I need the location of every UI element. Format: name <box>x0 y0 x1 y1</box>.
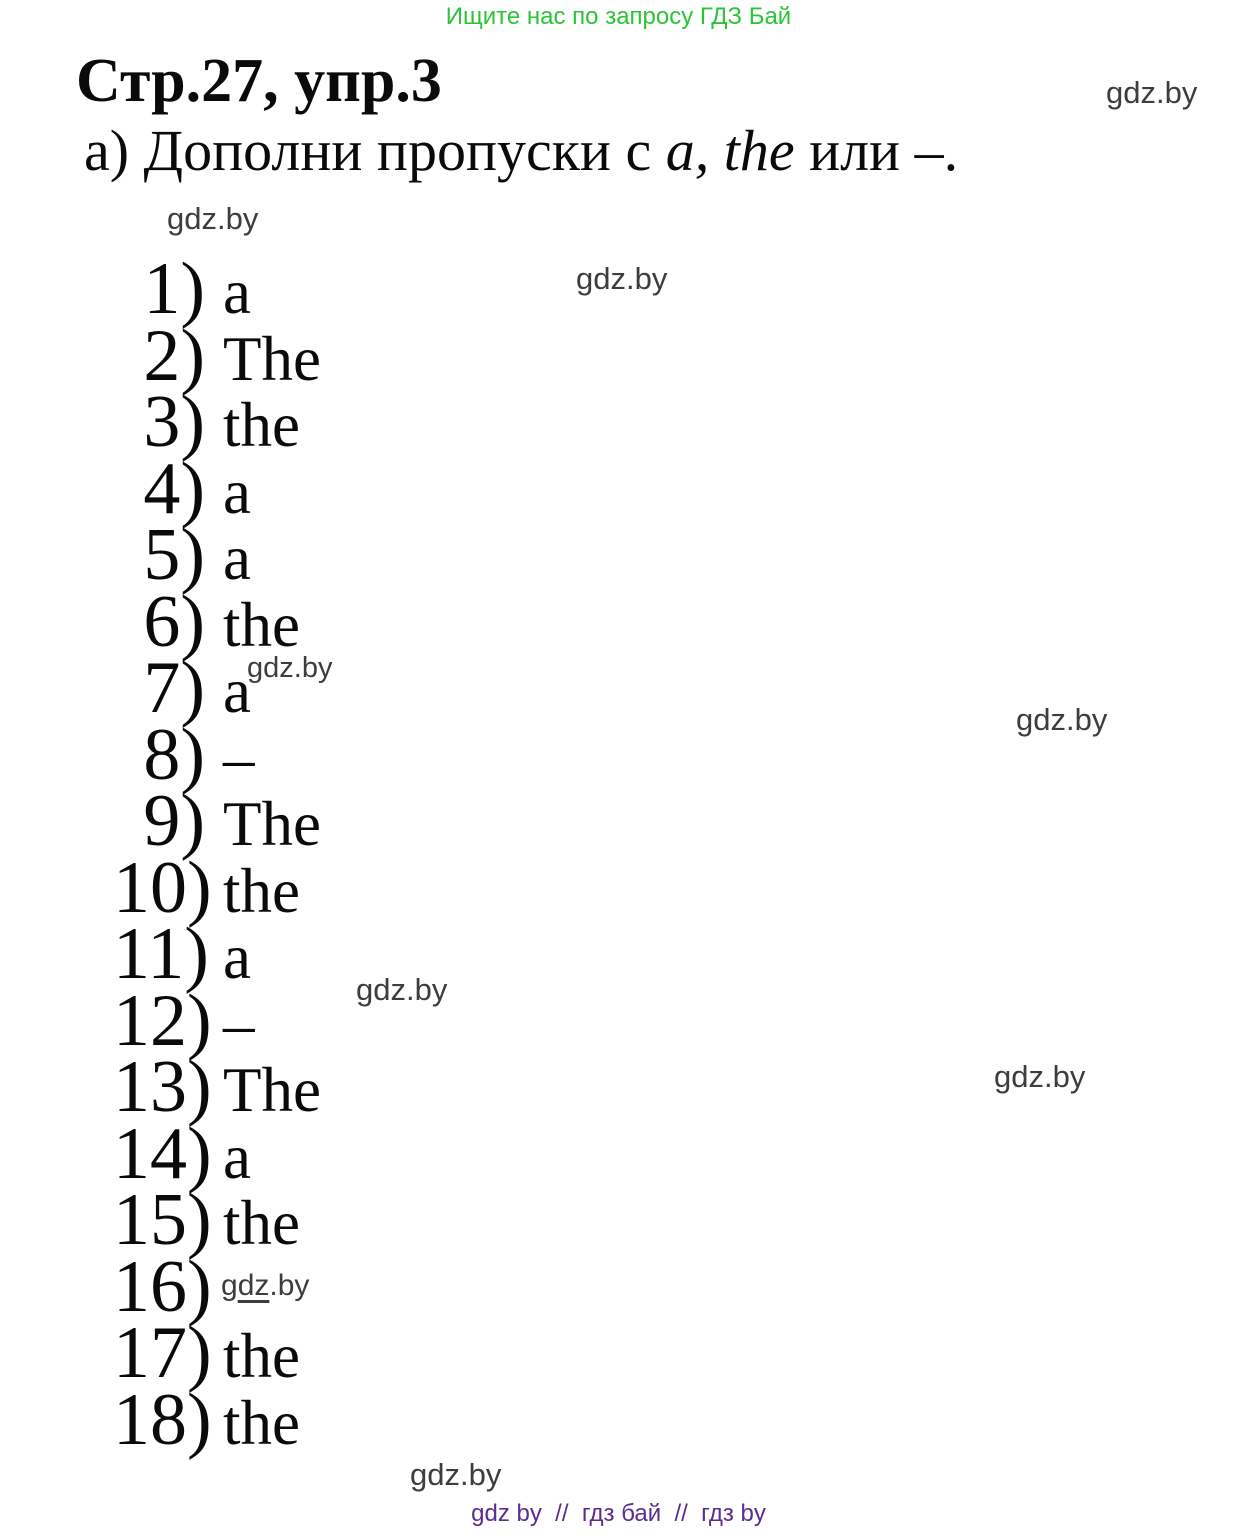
list-item <box>113 713 321 796</box>
item-number: 2) <box>143 314 205 397</box>
list-item <box>113 913 321 995</box>
watermark-gdzby-right-of-item-1: gdz.by <box>576 261 668 296</box>
item-answer: a <box>223 656 251 726</box>
list-item <box>113 647 321 729</box>
answer-list <box>113 248 321 1461</box>
list-item <box>113 580 321 663</box>
list-item <box>113 1245 321 1328</box>
item-number: 14) <box>113 1112 212 1195</box>
list-item <box>113 314 321 397</box>
item-answer: a <box>223 456 251 527</box>
promo-banner-text: Ищите нас по запросу ГДЗ Бай <box>445 3 792 30</box>
list-item <box>113 780 321 862</box>
item-answer: a <box>223 922 251 992</box>
item-number: 18) <box>113 1378 212 1461</box>
item-number: 15) <box>113 1179 212 1261</box>
list-item <box>113 1046 321 1128</box>
watermark-gdzby-superscript-item-7: gdz.by <box>247 652 333 684</box>
item-answer: The <box>223 1055 321 1125</box>
item-number: 12) <box>113 979 212 1062</box>
instruction-prefix: а) Дополни пропуски с <box>84 118 666 183</box>
list-item <box>113 514 321 596</box>
item-number: 9) <box>143 780 205 862</box>
list-item <box>113 381 321 463</box>
instruction-suffix: или –. <box>794 118 959 183</box>
item-number: 8) <box>143 713 205 796</box>
item-answer: the <box>223 589 300 660</box>
watermark-gdzby-right-mid-1: gdz.by <box>1016 702 1108 737</box>
item-number: 3) <box>143 381 205 463</box>
item-number: 10) <box>113 846 212 929</box>
item-answer: the <box>223 1188 300 1258</box>
watermark-gdzby-inline-item-16 <box>221 1268 310 1302</box>
item-number: 7) <box>143 647 205 729</box>
item-answer: – <box>223 722 255 793</box>
list-item <box>113 1378 321 1461</box>
page-title: Стр.27, упр.3 <box>76 47 442 115</box>
item-answer: a <box>223 257 251 327</box>
item-number: 5) <box>143 514 205 596</box>
item-answer: The <box>223 789 321 859</box>
item-number: 16) <box>113 1245 212 1328</box>
list-item <box>113 1179 321 1261</box>
list-item <box>113 1112 321 1195</box>
item-answer: the <box>223 855 300 926</box>
wm-part-pre: g <box>221 1268 238 1302</box>
item-answer: The <box>223 323 321 394</box>
item-answer: the <box>223 1387 300 1458</box>
item-answer: – <box>223 988 255 1059</box>
watermark-gdzby-right-mid-2: gdz.by <box>994 1059 1086 1094</box>
item-number: 11) <box>113 913 209 995</box>
item-answer: the <box>223 390 300 460</box>
item-number: 17) <box>113 1312 212 1394</box>
wm-part-post: .by <box>269 1268 310 1302</box>
watermark-gdzby-mid-item-12: gdz.by <box>356 972 448 1007</box>
list-item <box>113 846 321 929</box>
item-answer: a <box>223 1121 251 1192</box>
watermark-gdzby-top-right: gdz.by <box>1106 75 1198 110</box>
item-answer: a <box>223 523 251 593</box>
list-item <box>113 447 321 530</box>
watermark-gdzby-below-instruction: gdz.by <box>167 201 259 236</box>
item-answer: the <box>223 1321 300 1391</box>
item-number: 13) <box>113 1046 212 1128</box>
watermark-gdzby-bottom-center: gdz.by <box>410 1457 502 1492</box>
instruction-italic-articles: a, the <box>665 118 795 183</box>
wm-part-underlined-dash-answer: dz <box>237 1268 270 1302</box>
list-item <box>113 1312 321 1394</box>
item-number: 6) <box>143 580 205 663</box>
list-item <box>113 979 321 1062</box>
item-number: 4) <box>143 447 205 530</box>
footer-links: gdz by // гдз бай // гдз by <box>471 1500 766 1527</box>
instruction-line <box>84 118 959 183</box>
item-number: 1) <box>143 248 205 330</box>
list-item <box>113 248 321 330</box>
